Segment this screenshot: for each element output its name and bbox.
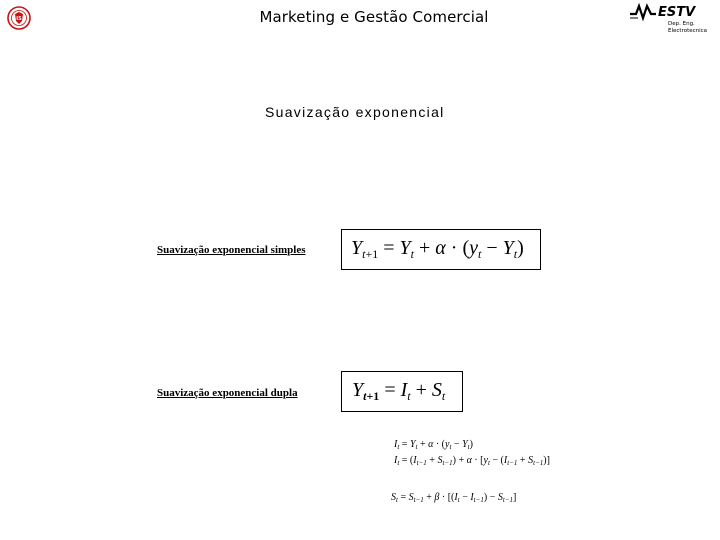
simple-smoothing-link[interactable]: Suavização exponencial simples: [157, 244, 306, 256]
header-title: Marketing e Gestão Comercial: [259, 8, 489, 26]
simple-formula-box: [341, 229, 541, 270]
estv-logo-icon: [628, 2, 712, 38]
logo-subtitle-name: Electrotecnica: [668, 28, 708, 34]
trend-formula: $S_t = S_{t-1} + \beta \cdot [(I_t - I_{t-1}) - S_{t-1}]$: [391, 492, 517, 504]
double-formula-box: [341, 371, 463, 412]
level-expanded-formula: $I_t = (I_{t-1} + S_{t-1}) + \alpha \cdot [y_t - (I_{t-1} + S_{t-1})]$: [394, 455, 550, 467]
svg-text:IS: IS: [16, 16, 22, 22]
double-formula: $Y_{t+1} = I_t + S_t$: [352, 379, 446, 403]
logo-subtitle-dept: Dep. Eng.: [668, 21, 695, 27]
level-formula: $I_t = Y_t + \alpha \cdot (y_t - Y_t)$: [394, 439, 473, 451]
double-smoothing-link[interactable]: Suavização exponencial dupla: [157, 387, 298, 399]
svg-text:ESTV: ESTV: [658, 5, 696, 20]
slide-title: Suavização exponencial: [265, 104, 445, 120]
simple-formula: $Y_{t+1} = Y_t + \alpha \cdot (y_t - Y_t)$: [351, 237, 524, 261]
